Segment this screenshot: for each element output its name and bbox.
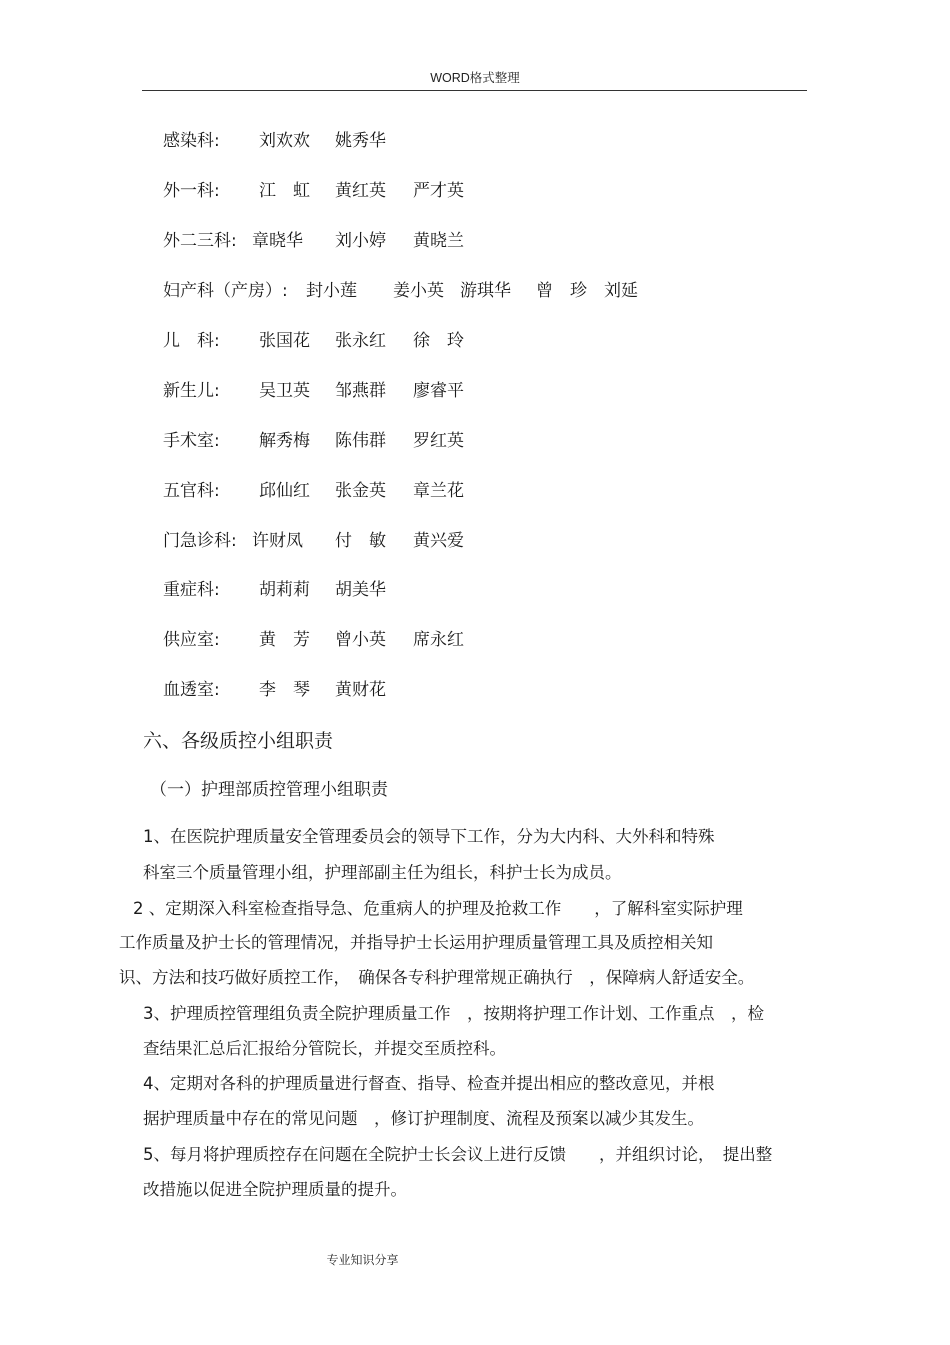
staff-name: 廖睿平 (413, 381, 464, 401)
staff-name: 黄 芳 (259, 630, 310, 650)
staff-name: 席永红 (413, 630, 464, 650)
paragraph-4-line-2: 据护理质量中存在的常见问题 ，修订护理制度、流程及预案以减少其发生。 (143, 1109, 704, 1128)
staff-name: 章晓华 (252, 231, 303, 251)
paragraph-2-line-2: 工作质量及护士长的管理情况，并指导护士长运用护理质量管理工具及质控相关知 (119, 933, 713, 952)
dept-label: 儿 科: (163, 331, 220, 351)
dept-label: 外一科: (163, 181, 220, 201)
paragraph-4-line-1: 4、定期对各科的护理质量进行督查、指导、检查并提出相应的整改意见，并根 (143, 1074, 715, 1093)
dept-label: 重症科: (163, 580, 220, 600)
staff-name: 胡美华 (335, 580, 386, 600)
staff-name: 黄兴爱 (413, 531, 464, 551)
staff-name: 罗红英 (413, 431, 464, 451)
staff-name: 张金英 (335, 481, 386, 501)
staff-name: 封小莲 (306, 281, 357, 301)
paragraph-3-line-1: 3、护理质控管理组负责全院护理质量工作 ，按期将护理工作计划、工作重点 ，检 (143, 1004, 764, 1023)
paragraph-2-line-1: 2 、定期深入科室检查指导急、危重病人的护理及抢救工作 ，了解科室实际护理 (133, 899, 743, 918)
staff-name: 姜小英 (393, 281, 444, 301)
dept-label: 妇产科（产房）: (163, 281, 288, 301)
paragraph-2-line-3: 识、方法和技巧做好质控工作， 确保各专科护理常规正确执行 ，保障病人舒适安全。 (119, 968, 755, 987)
staff-name: 刘小婷 (335, 231, 386, 251)
staff-name: 李 琴 (259, 680, 310, 700)
page-header: WORD格式整理 (430, 71, 520, 85)
subsection-heading: （一）护理部质控管理小组职责 (150, 780, 388, 800)
dept-label: 手术室: (163, 431, 220, 451)
staff-name: 黄晓兰 (413, 231, 464, 251)
staff-name: 江 虹 (259, 181, 310, 201)
header-divider (142, 90, 807, 91)
staff-name: 胡莉莉 (259, 580, 310, 600)
staff-name: 陈伟群 (335, 431, 386, 451)
section-heading: 六、各级质控小组职责 (143, 730, 334, 752)
dept-label: 外二三科: (163, 231, 237, 251)
dept-label: 五官科: (163, 481, 220, 501)
staff-name: 游琪华 (460, 281, 511, 301)
staff-name: 付 敏 (335, 531, 386, 551)
paragraph-1-line-1: 1、在医院护理质量安全管理委员会的领导下工作，分为大内科、大外科和特殊 (143, 827, 715, 846)
staff-name: 吴卫英 (259, 381, 310, 401)
staff-name: 姚秀华 (335, 131, 386, 151)
staff-name: 解秀梅 (259, 431, 310, 451)
paragraph-5-line-1: 5、每月将护理质控存在问题在全院护士长会议上进行反馈 ，并组织讨论， 提出整 (143, 1145, 773, 1164)
staff-name: 黄财花 (335, 680, 386, 700)
page-footer: 专业知识分享 (326, 1253, 399, 1267)
staff-name: 许财凤 (252, 531, 303, 551)
staff-name: 严才英 (413, 181, 464, 201)
paragraph-3-line-2: 查结果汇总后汇报给分管院长，并提交至质控科。 (143, 1039, 506, 1058)
staff-name: 邱仙红 (259, 481, 310, 501)
staff-name: 章兰花 (413, 481, 464, 501)
dept-label: 新生儿: (163, 381, 220, 401)
staff-name: 曾小英 (335, 630, 386, 650)
dept-label: 感染科: (163, 131, 220, 151)
dept-label: 供应室: (163, 630, 220, 650)
staff-name: 刘延 (604, 281, 638, 301)
paragraph-5-line-2: 改措施以促进全院护理质量的提升。 (143, 1180, 407, 1199)
staff-name: 张永红 (335, 331, 386, 351)
staff-name: 曾 珍 (536, 281, 587, 301)
staff-name: 徐 玲 (413, 331, 464, 351)
staff-name: 黄红英 (335, 181, 386, 201)
dept-label: 血透室: (163, 680, 220, 700)
staff-name: 刘欢欢 (259, 131, 310, 151)
paragraph-1-line-2: 科室三个质量管理小组，护理部副主任为组长，科护士长为成员。 (143, 863, 622, 882)
dept-label: 门急诊科: (163, 531, 237, 551)
staff-name: 邹燕群 (335, 381, 386, 401)
staff-name: 张国花 (259, 331, 310, 351)
